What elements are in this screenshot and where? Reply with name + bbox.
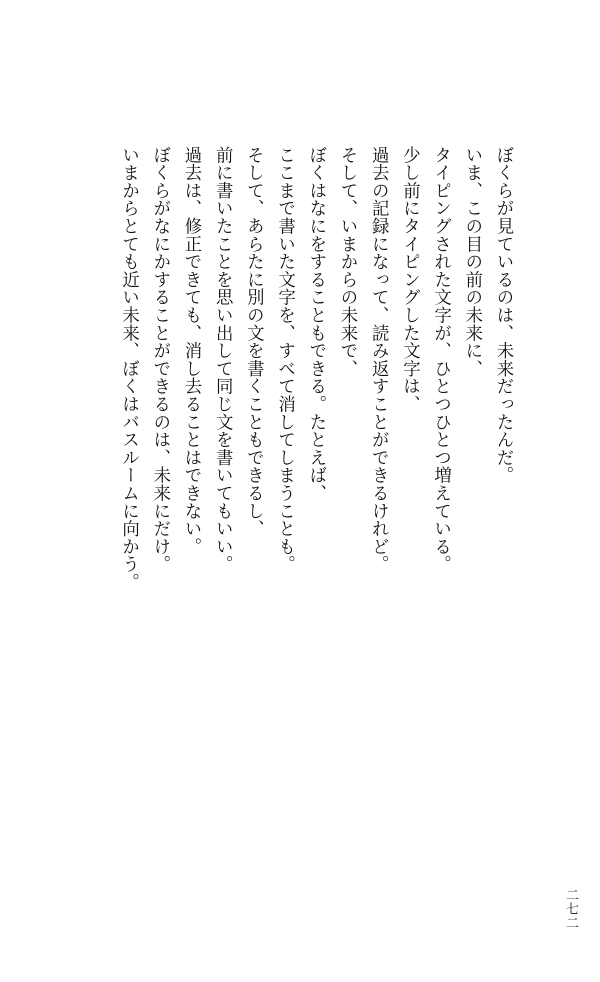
text-line: ぼくらが見ているのは、未来だったんだ。	[493, 146, 513, 485]
text-line: そして、いまからの未来で、	[336, 146, 357, 378]
text-line: ここまで書いた文字を、すべて消してしまうことも。	[274, 146, 295, 574]
text-line: 過去は、修正できても、消し去ることはできない。	[180, 146, 201, 556]
text-line: いま、この目の前の未来に、	[461, 146, 482, 378]
text-line: ぼくはなにをすることもできる。たとえば、	[305, 146, 326, 502]
text-line: ぼくらがなにかすることができるのは、未来にだけ。	[149, 146, 170, 574]
page-number: 二七二	[563, 888, 578, 930]
text-line: 前に書いたことを思い出して同じ文を書いてもいい。	[212, 146, 233, 574]
body-text	[112, 146, 518, 606]
text-line: いまからとても近い未来、ぼくはバスルームに向かう。	[118, 146, 139, 591]
text-line: タイピングされた文字が、ひとつひとつ増えている。	[430, 146, 451, 574]
text-line: 少し前にタイピングした文字は、	[399, 146, 420, 413]
text-line: 過去の記録になって、読み返すことができるけれど。	[368, 146, 389, 574]
text-line: そして、あらたに別の文を書くこともできるし、	[243, 146, 264, 538]
